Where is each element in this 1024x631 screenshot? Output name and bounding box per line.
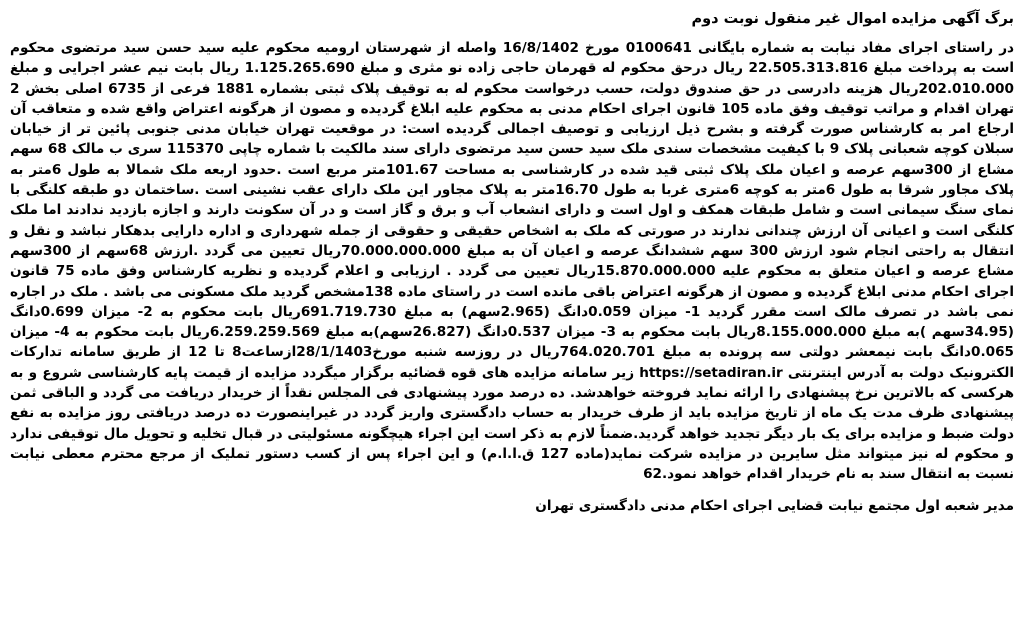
notice-body: در راستای اجرای مفاد نیابت به شماره بایگانی 0100641 مورخ 16/8/1402 واصله از شهرستان ارومیه محکوم علیه سید حسن سید مرتضوی محکوم است به پرداخت مبلغ 22.505.313.816 ریال درحق محکوم له قهرمان حاجی زاده نو مثری و مبلغ 1.125.265.690 ریال بابت نیم عشر اجرایی و مبلغ 202.010.000ریال هزینه دادرسی در حق صندوق دولت، حسب درخواست محکوم له به توقیف پلاک ثبتی بشماره 1881 فرعی از 6735 اصلی بخش 2 تهران اقدام و مراتب توقیف وفق ماده 105 قانون اجرای احکام مدنی به محکوم علیه ابلاغ گردیده و مصون از هرگونه اعتراض واقع شده و متعاقب آن ارجاع امر به کارشناس صورت گرفته و بشرح ذیل ارزیابی و توصیف اجمالی گردیده است: در موقعیت تهران خیابان مدنی جنوبی پائین تر از خیابان سبلان کوچه شعبانی پلاک 9 با کیفیت مشخصات سندی ملک سید حسن سید مرتضوی دارای سند مالکیت با شماره چاپی 115370 سری ب مالک 68 سهم مشاع از 300سهم عرصه و اعیان ملک پلاک ثبتی قید شده در کارشناسی به مساحت 101.67متر مربع است .حدود اربعه ملک شمالا به طول 6متر به پلاک مجاور شرقا به طول 6متر به کوچه 6متری غربا به طول 16.70متر به پلاک مجاور این ملک دارای عقب نشینی است .ساختمان دو طبقه کلنگی با نمای سنگ سیمانی است و شامل طبقات همکف و اول است و دارای انشعاب آب و برق و گاز است و در آن سکونت دارند و اجازه بازدید ندادند اما ملک کلنگی است و اعیانی آن ارزش چندانی ندارند در صورتی که ملک به اشخاص حقیقی و حقوقی از جمله شهرداری و اداره دارایی بدهکار نباشد و نقل و انتقال به راحتی انجام شود ارزش 300 سهم ششدانگ عرصه و اعیان آن به مبلغ 70.000.000.000ریال تعیین می گردد .ارزش 68سهم از 300سهم مشاع عرصه و اعیان متعلق به محکوم علیه 15.870.000.000ریال تعیین می گردد . ارزیابی و اعلام گردیده و نظریه کارشناس وفق ماده 75 قانون اجرای احکام مدنی ابلاغ گردیده و مصون از هرگونه اعتراض باقی مانده است در راستای ماده 138مشخص گردید ملک مسکونی می باشد . ملک در اجاره نمی باشد در تصرف مالک است مقرر گردید 1- میزان 0.059دانگ (2.965سهم) به مبلغ 691.719.730ریال بابت محکوم به 2- میزان 0.699دانگ (34.95سهم )به مبلغ 8.155.000.000ریال بابت محکوم به 3- میزان 0.537دانگ (26.827سهم)به مبلغ 6.259.259.569ریال بابت محکوم به 4- میزان 0.065دانگ بابت نیمعشر دولتی سه پرونده به مبلغ 764.020.701ریال در روزسه شنبه مورخ28/1/1403ازساعت8 تا 12 از طریق سامانه تدارکات الکترونیک دولت به آدرس اینترنتی https://setadiran.ir زیر سامانه مزایده های قوه قضائیه برگزار میگردد مزایده از قیمت پایه کارشناسی شروع و به هرکسی که بالاترین نرخ پیشنهادی را ارائه نماید فروخته خواهدشد. ده درصد مورد پیشنهادی فی المجلس نقداً از خریدار دریافت می گردد و الباقی ثمن پیشنهادی ظرف مدت یک ماه از تاریخ مزایده باید از طرف خریدار به حساب دادگستری واریز گردد در غیراینصورت ده درصد دریافتی روز مزایده به نفع دولت ضبط و مزایده برای یک بار دیگر تجدید خواهد گردید.ضمناً لازم به ذکر است این اجراء هیچگونه مسئولیتی در قبال تخلیه و تحویل مال توقیفی ندارد و محکوم له نیز میتواند مثل سایرین در مزایده شرکت نماید(ماده 127 ق.ا.ا.م) و این اجراء پس از کسب دستور تملیک از مرجع محترم معطی نیابت نسبت به انتقال سند به نام خریدار اقدام خواهد نمود.62 [10,40,1015,483]
notice-signature: مدیر شعبه اول مجتمع نیابت قضایی اجرای احکام مدنی دادگستری تهران [535,497,1014,514]
notice-title: برگ آگهی مزایده اموال غیر منقول نوبت دوم [691,11,1014,27]
